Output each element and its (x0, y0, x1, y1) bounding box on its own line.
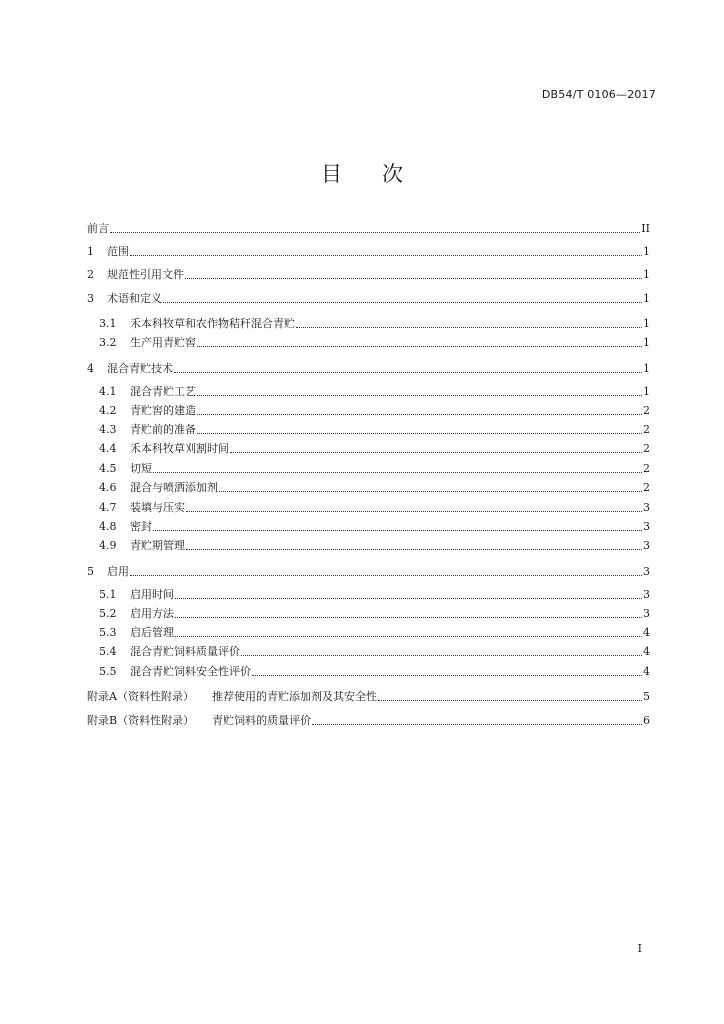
toc-dot-leader (378, 699, 642, 701)
toc-entry-page: 3 (643, 501, 650, 514)
toc-entry-number: 4.6 (99, 481, 117, 494)
toc-entry-page: 4 (643, 645, 650, 658)
toc-entry-label: 青贮期管理 (130, 539, 185, 552)
toc-entry-page: 2 (643, 462, 650, 475)
toc-entry[interactable] (99, 533, 650, 553)
toc-entry-number: 4.8 (99, 520, 117, 533)
toc-entry-page: 1 (643, 336, 650, 349)
toc-entry-number: 附录A（资料性附录） (87, 690, 194, 703)
toc-entry[interactable] (99, 620, 650, 640)
toc-dot-leader (241, 654, 642, 656)
toc-entry-label: 混合青贮技术 (107, 362, 173, 375)
toc-entry-label: 密封 (130, 520, 152, 533)
toc-entry-label: 推荐使用的青贮添加剂及其安全性 (211, 690, 377, 703)
toc-entry-label: 混合青贮饲料安全性评价 (130, 665, 251, 678)
toc-dot-leader (312, 723, 642, 725)
page-title (0, 158, 724, 188)
toc-entry[interactable] (87, 216, 650, 236)
toc-entry-page: 1 (643, 268, 650, 281)
toc-dot-leader (197, 413, 642, 415)
toc-entry-label: 混合青贮工艺 (130, 385, 196, 398)
toc-entry[interactable] (99, 514, 650, 534)
toc-entry-page: 4 (643, 665, 650, 678)
toc-dot-leader (153, 529, 642, 531)
toc-entry-number: 2 (87, 268, 94, 281)
toc-entry-page: 1 (643, 317, 650, 330)
toc-entry-number: 5.3 (99, 626, 117, 639)
toc-entry[interactable] (87, 262, 650, 282)
toc-entry-label: 范围 (107, 245, 129, 258)
toc-entry[interactable] (99, 495, 650, 515)
toc-entry-label: 青贮饲料的质量评价 (212, 714, 312, 727)
toc-entry-label: 启后管理 (130, 626, 174, 639)
toc-entry-label: 青贮窖的建造 (130, 404, 196, 417)
toc-dot-leader (174, 371, 642, 373)
toc-entry-page: 3 (643, 539, 650, 552)
toc-entry[interactable] (87, 356, 650, 376)
toc-entry-label: 前言 (87, 222, 109, 235)
toc-entry-number: 4.7 (99, 501, 117, 514)
toc-dot-leader (163, 301, 642, 303)
toc-dot-leader (186, 510, 642, 512)
toc-entry-page: 2 (643, 481, 650, 494)
toc-entry-number: 4.3 (99, 423, 117, 436)
toc-entry-label: 切短 (130, 462, 152, 475)
toc-entry-number: 3 (87, 292, 94, 305)
toc-entry-label: 禾本科牧草刈割时间 (130, 442, 229, 455)
toc-entry[interactable] (99, 601, 650, 621)
toc-entry-number: 1 (87, 245, 94, 258)
toc-entry-page: 5 (643, 690, 650, 703)
toc-dot-leader (252, 674, 642, 676)
toc-entry-page: 1 (643, 292, 650, 305)
toc-entry[interactable] (99, 582, 650, 602)
toc-dot-leader (110, 231, 640, 233)
toc-entry-number: 3.1 (99, 317, 117, 330)
toc-dot-leader (130, 254, 642, 256)
toc-entry-label: 混合与喷洒添加剂 (130, 481, 218, 494)
toc-entry[interactable] (99, 311, 650, 331)
toc-entry-label: 术语和定义 (107, 292, 162, 305)
toc-entry-page: II (641, 222, 650, 235)
toc-entry-page: 1 (643, 362, 650, 375)
toc-entry-number: 3.2 (99, 336, 117, 349)
toc-entry[interactable] (99, 417, 650, 437)
title-part-1: 目 (321, 162, 342, 186)
toc-entry-number: 5.2 (99, 607, 117, 620)
toc-entry-number: 4.4 (99, 442, 117, 455)
toc-entry-number: 5.4 (99, 645, 117, 658)
toc-entry-label: 启用 (107, 565, 129, 578)
toc-entry-page: 2 (643, 404, 650, 417)
toc-entry[interactable] (99, 659, 650, 679)
toc-entry-page: 3 (643, 588, 650, 601)
toc-entry[interactable] (99, 379, 650, 399)
toc-entry-page: 2 (643, 423, 650, 436)
toc-dot-leader (175, 597, 642, 599)
toc-entry-number: 4.9 (99, 539, 117, 552)
toc-entry-page: 3 (643, 565, 650, 578)
toc-entry-number: 4.2 (99, 404, 117, 417)
page-number: I (637, 942, 642, 955)
toc-entry[interactable] (99, 436, 650, 456)
toc-dot-leader (296, 326, 642, 328)
toc-dot-leader (175, 616, 642, 618)
toc-entry[interactable] (99, 398, 650, 418)
toc-entry-page: 3 (643, 520, 650, 533)
title-part-2: 次 (382, 162, 403, 186)
toc-dot-leader (197, 394, 642, 396)
toc-entry-label: 启用方法 (130, 607, 174, 620)
toc-entry-label: 启用时间 (130, 588, 174, 601)
toc-entry-label: 规范性引用文件 (107, 268, 184, 281)
toc-entry-number: 5.5 (99, 665, 117, 678)
toc-entry[interactable] (99, 456, 650, 476)
toc-entry[interactable] (87, 559, 650, 579)
toc-entry-page: 2 (643, 442, 650, 455)
toc-entry[interactable] (87, 708, 650, 728)
toc-entry-number: 4.1 (99, 385, 117, 398)
toc-entry-label: 青贮前的准备 (130, 423, 196, 436)
toc-entry-page: 1 (643, 245, 650, 258)
toc-dot-leader (175, 635, 642, 637)
toc-entry[interactable] (99, 639, 650, 659)
toc-entry-number: 附录B（资料性附录） (87, 714, 195, 727)
toc-entry[interactable] (87, 286, 650, 306)
toc-dot-leader (153, 471, 642, 473)
toc-entry-number: 4 (87, 362, 94, 375)
toc-entry-label: 生产用青贮窖 (130, 336, 196, 349)
toc-entry-page: 1 (643, 385, 650, 398)
toc-entry-page: 6 (643, 714, 650, 727)
toc-entry[interactable] (99, 475, 650, 495)
toc-entry-label: 混合青贮饲料质量评价 (130, 645, 240, 658)
toc-dot-leader (197, 345, 642, 347)
toc-entry-number: 4.5 (99, 462, 117, 475)
toc-dot-leader (230, 451, 642, 453)
toc-entry-page: 4 (643, 626, 650, 639)
toc-dot-leader (185, 277, 642, 279)
toc-entry[interactable] (99, 330, 650, 350)
document-code: DB54/T 0106—2017 (541, 88, 656, 101)
toc-entry-label: 禾本科牧草和农作物秸秆混合青贮 (130, 317, 295, 330)
toc-dot-leader (186, 548, 642, 550)
toc-dot-leader (219, 490, 642, 492)
toc-dot-leader (130, 574, 642, 576)
toc-entry[interactable] (87, 684, 650, 704)
toc-entry-page: 3 (643, 607, 650, 620)
toc-entry[interactable] (87, 239, 650, 259)
toc-entry-number: 5 (87, 565, 94, 578)
toc-entry-label: 装填与压实 (130, 501, 185, 514)
toc-dot-leader (197, 432, 642, 434)
toc-entry-number: 5.1 (99, 588, 117, 601)
